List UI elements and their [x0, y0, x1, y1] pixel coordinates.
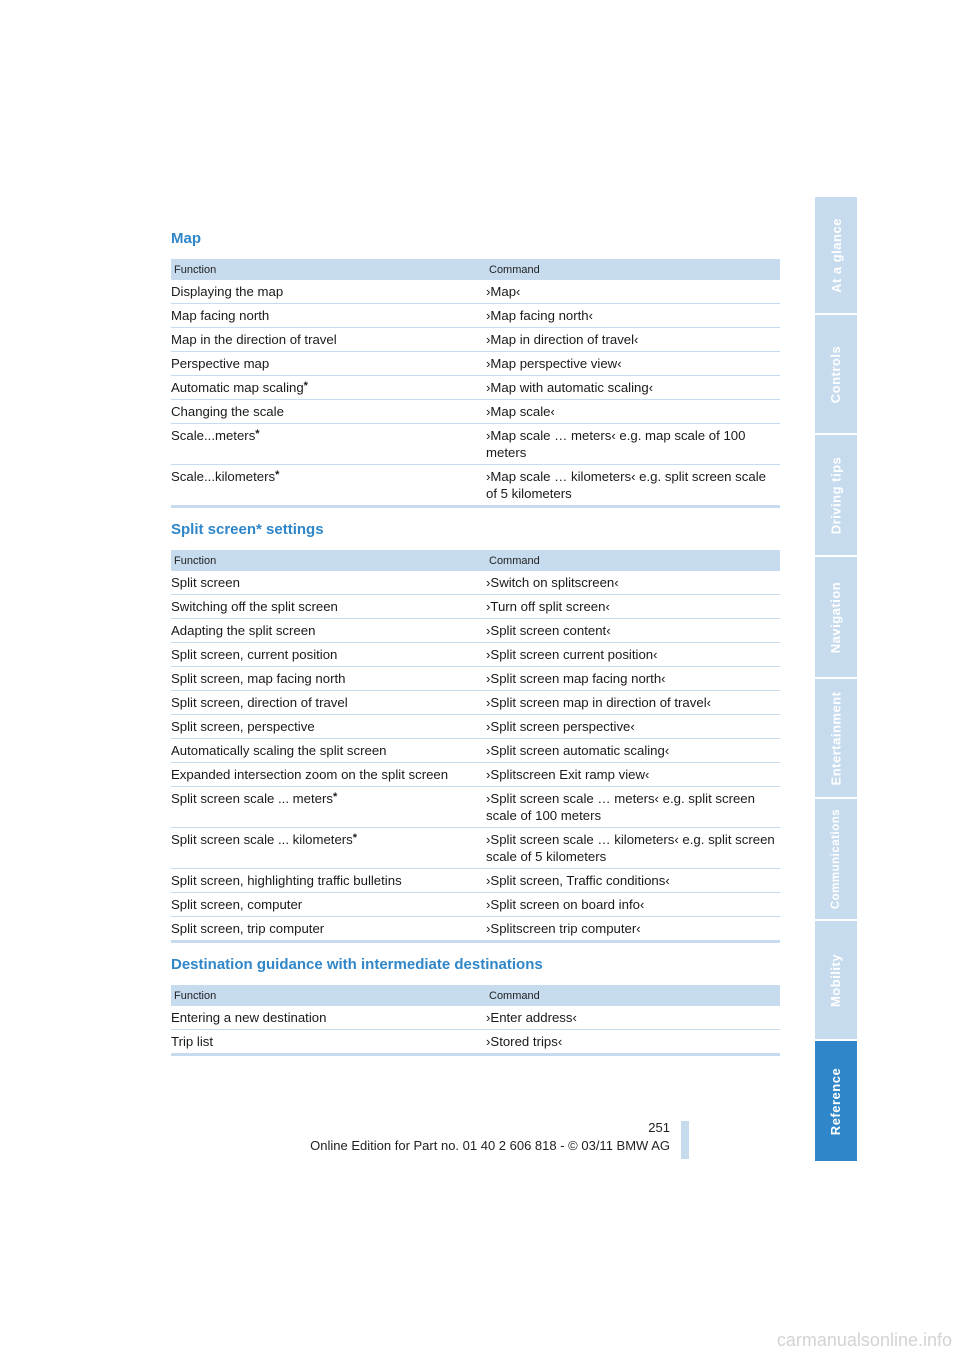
- table-row: [171, 893, 780, 917]
- function-cell: Displaying the map: [171, 280, 486, 304]
- table-row: [171, 595, 780, 619]
- optional-equipment-asterisk: *: [255, 428, 260, 440]
- function-text: Scale...meters: [171, 428, 256, 443]
- table-row: [171, 869, 780, 893]
- command-cell: ›Split screen map facing north‹: [486, 667, 780, 691]
- command-cell: ›Split screen content‹: [486, 619, 780, 643]
- table-row: [171, 304, 780, 328]
- table-row: [171, 828, 780, 869]
- function-cell: Entering a new destination: [171, 1006, 486, 1030]
- sidebar-tab-label: Entertainment: [828, 691, 844, 785]
- sidebar-tab-label: Driving tips: [828, 456, 844, 534]
- function-text: Split screen scale ... meters: [171, 791, 333, 806]
- function-cell: Split screen, computer: [171, 893, 486, 917]
- table-row: [171, 787, 780, 828]
- command-cell: ›Split screen scale … meters‹ e.g. split screen scale of 100 meters: [486, 787, 780, 828]
- sidebar-tab-at-a-glance[interactable]: [815, 197, 857, 313]
- command-cell: ›Map facing north‹: [486, 304, 780, 328]
- table-row: [171, 715, 780, 739]
- destination-guidance-commands-table: [171, 985, 780, 1056]
- command-cell: ›Map perspective view‹: [486, 352, 780, 376]
- table-row: [171, 619, 780, 643]
- table-row: [171, 400, 780, 424]
- command-cell: ›Map scale … kilometers‹ e.g. split screen scale of 5 kilometers: [486, 465, 780, 507]
- table-row: [171, 424, 780, 465]
- table-row: [171, 1006, 780, 1030]
- command-cell: ›Split screen perspective‹: [486, 715, 780, 739]
- section-title-map: Map: [171, 230, 201, 247]
- optional-equipment-asterisk: *: [303, 380, 308, 392]
- command-cell: ›Map‹: [486, 280, 780, 304]
- command-cell: ›Split screen map in direction of travel‹: [486, 691, 780, 715]
- function-cell: [171, 465, 486, 507]
- watermark: carmanualsonline.info: [776, 1330, 952, 1350]
- command-cell: ›Map scale … meters‹ e.g. map scale of 100 meters: [486, 424, 780, 465]
- optional-equipment-asterisk: *: [332, 791, 338, 803]
- function-cell: Adapting the split screen: [171, 619, 486, 643]
- table-row: [171, 1030, 780, 1055]
- table-row: [171, 328, 780, 352]
- column-header-command: Command: [486, 550, 780, 571]
- table-row: [171, 691, 780, 715]
- command-cell: ›Switch on splitscreen‹: [486, 571, 780, 595]
- column-header-function: Function: [171, 985, 486, 1006]
- function-cell: Automatically scaling the split screen: [171, 739, 486, 763]
- sidebar-tab-navigation[interactable]: [815, 557, 857, 677]
- table-row: [171, 352, 780, 376]
- sidebar-tab-mobility[interactable]: [815, 921, 857, 1039]
- optional-equipment-asterisk: *: [275, 469, 280, 481]
- sidebar-tab-label: Communications: [830, 808, 843, 910]
- function-cell: Split screen, direction of travel: [171, 691, 486, 715]
- table-row: [171, 739, 780, 763]
- sidebar-tab-reference[interactable]: [815, 1041, 857, 1161]
- function-cell: [171, 787, 486, 828]
- function-cell: Changing the scale: [171, 400, 486, 424]
- main-content: [171, 228, 780, 1056]
- command-cell: ›Enter address‹: [486, 1006, 780, 1030]
- command-cell: ›Turn off split screen‹: [486, 595, 780, 619]
- command-cell: ›Split screen current position‹: [486, 643, 780, 667]
- command-cell: ›Map with automatic scaling‹: [486, 376, 780, 400]
- function-cell: [171, 376, 486, 400]
- map-commands-table: [171, 259, 780, 508]
- page-number: 251: [648, 1120, 670, 1135]
- table-row: [171, 917, 780, 942]
- optional-equipment-asterisk: *: [352, 832, 358, 844]
- sidebar-tab-entertainment[interactable]: [815, 679, 857, 797]
- function-text: Split screen scale ... kilometers: [171, 832, 353, 847]
- command-cell: ›Splitscreen trip computer‹: [486, 917, 780, 942]
- table-row: [171, 465, 780, 507]
- table-row: [171, 376, 780, 400]
- table-row: [171, 763, 780, 787]
- edition-note: Online Edition for Part no. 01 40 2 606 818 - © 03/11 BMW AG: [310, 1138, 670, 1153]
- command-cell: ›Split screen automatic scaling‹: [486, 739, 780, 763]
- column-header-command: Command: [486, 985, 780, 1006]
- command-cell: ›Split screen scale … kilometers‹ e.g. split screen scale of 5 kilometers: [486, 828, 780, 869]
- table-row: [171, 280, 780, 304]
- sidebar-tab-controls[interactable]: [815, 315, 857, 433]
- section-title-destination-guidance: Destination guidance with intermediate destinations: [171, 956, 543, 973]
- function-cell: Split screen, map facing north: [171, 667, 486, 691]
- function-cell: Split screen, perspective: [171, 715, 486, 739]
- sidebar-tab-label: Navigation: [828, 581, 844, 653]
- function-cell: Perspective map: [171, 352, 486, 376]
- function-cell: [171, 828, 486, 869]
- section-title-split-screen: Split screen* settings: [171, 521, 324, 538]
- function-cell: Split screen: [171, 571, 486, 595]
- function-cell: Map in the direction of travel: [171, 328, 486, 352]
- command-cell: ›Split screen on board info‹: [486, 893, 780, 917]
- function-cell: Map facing north: [171, 304, 486, 328]
- column-header-function: Function: [171, 259, 486, 280]
- table-row: [171, 571, 780, 595]
- sidebar-tab-label: Mobility: [828, 953, 844, 1007]
- command-cell: ›Stored trips‹: [486, 1030, 780, 1055]
- function-cell: Split screen, highlighting traffic bulletins: [171, 869, 486, 893]
- sidebar-tab-driving-tips[interactable]: [815, 435, 857, 555]
- function-cell: Split screen, trip computer: [171, 917, 486, 942]
- command-cell: ›Map in direction of travel‹: [486, 328, 780, 352]
- column-header-function: Function: [171, 550, 486, 571]
- function-cell: Trip list: [171, 1030, 486, 1055]
- table-row: [171, 643, 780, 667]
- column-header-command: Command: [486, 259, 780, 280]
- sidebar-tab-label: At a glance: [828, 217, 844, 293]
- command-cell: ›Split screen, Traffic conditions‹: [486, 869, 780, 893]
- function-text: Scale...kilometers: [171, 469, 276, 484]
- split-screen-commands-table: [171, 550, 780, 943]
- function-cell: Expanded intersection zoom on the split screen: [171, 763, 486, 787]
- sidebar-tab-label: Controls: [828, 345, 844, 403]
- sidebar-tab-label: Reference: [828, 1067, 844, 1135]
- function-text: Automatic map scaling: [171, 380, 304, 395]
- command-cell: ›Map scale‹: [486, 400, 780, 424]
- function-cell: [171, 424, 486, 465]
- sidebar-tab-communications[interactable]: [815, 799, 857, 919]
- table-row: [171, 667, 780, 691]
- chapter-sidebar: [815, 197, 857, 1161]
- function-cell: Split screen, current position: [171, 643, 486, 667]
- footer-accent-bar: [681, 1121, 689, 1159]
- function-cell: Switching off the split screen: [171, 595, 486, 619]
- command-cell: ›Splitscreen Exit ramp view‹: [486, 763, 780, 787]
